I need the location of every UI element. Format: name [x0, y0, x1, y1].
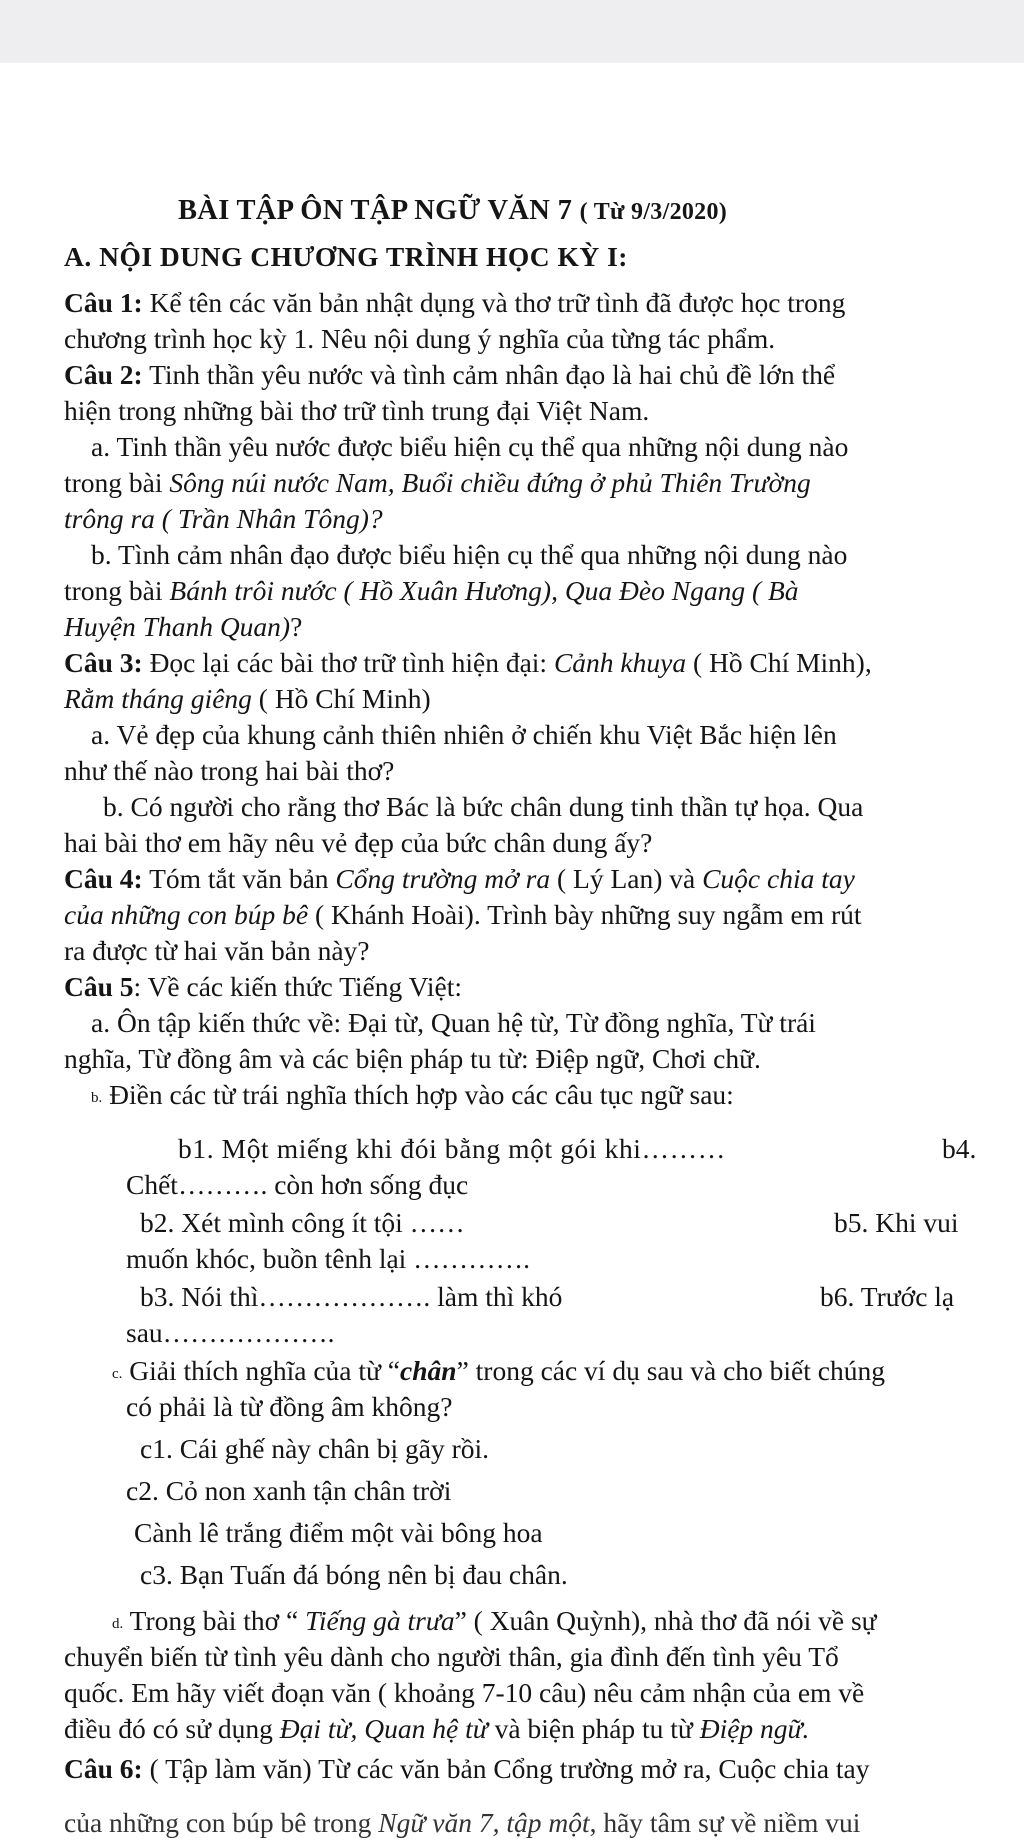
- question-5-line: Câu 5: Về các kiến thức Tiếng Việt:: [64, 971, 462, 1002]
- question-5d-line: điều đó có sử dụng Đại từ, Quan hệ từ và biện pháp tu từ Điệp ngữ.: [64, 1713, 810, 1744]
- question-2-line: hiện trong những bài thơ trữ tình trung đại Việt Nam.: [64, 395, 650, 426]
- question-2-line: Câu 2: Tinh thần yêu nước và tình cảm nhân đạo là hai chủ đề lớn thể: [64, 359, 836, 390]
- question-2a-line: trông ra ( Trần Nhân Tông)?: [64, 503, 383, 534]
- example-c2: c2. Cỏ non xanh tận chân trời: [126, 1475, 452, 1506]
- question-4-line: ra được từ hai văn bản này?: [64, 935, 370, 966]
- proverb-b3: b3. Nói thì………………. làm thì khó: [140, 1281, 563, 1312]
- page-title: BÀI TẬP ÔN TẬP NGỮ VĂN 7 ( Từ 9/3/2020): [178, 195, 728, 226]
- proverb-b5: b5. Khi vui: [834, 1207, 959, 1238]
- question-6-line: của những con búp bê trong Ngữ văn 7, tập một, hãy tâm sự về niềm vui: [64, 1807, 861, 1838]
- question-3b-line: hai bài thơ em hãy nêu vẻ đẹp của bức chân dung ấy?: [64, 827, 653, 858]
- question-5b-line: b. Điền các từ trái nghĩa thích hợp vào các câu tục ngữ sau:: [91, 1079, 734, 1110]
- proverb-b6: b6. Trước lạ: [820, 1281, 955, 1312]
- question-4-line: Câu 4: Tóm tắt văn bản Cổng trường mở ra ( Lý Lan) và Cuộc chia tay: [64, 863, 855, 894]
- question-5c-line: c. Giải thích nghĩa của từ “chân” trong các ví dụ sau và cho biết chúng: [112, 1355, 885, 1386]
- proverb-b6-text: sau……………….: [126, 1317, 335, 1348]
- example-c3: c3. Bạn Tuấn đá bóng nên bị đau chân.: [140, 1559, 568, 1590]
- question-3-line: Câu 3: Đọc lại các bài thơ trữ tình hiện đại: Cảnh khuya ( Hồ Chí Minh),: [64, 647, 872, 678]
- proverb-b4-text: Chết………. còn hơn sống đục: [126, 1169, 469, 1200]
- question-2a-line: trong bài Sông núi nước Nam, Buổi chiều đứng ở phủ Thiên Trường: [64, 467, 811, 498]
- question-1-line: chương trình học kỳ 1. Nêu nội dung ý nghĩa của từng tác phẩm.: [64, 323, 776, 354]
- question-2b-line: Huyện Thanh Quan)?: [64, 611, 303, 642]
- proverb-b1: b1. Một miếng khi đói bằng một gói khi………: [178, 1133, 726, 1164]
- proverb-b5-text: muốn khóc, buồn tênh lại ………….: [126, 1243, 531, 1274]
- question-3b-line: b. Có người cho rằng thơ Bác là bức chân dung tinh thần tự họa. Qua: [103, 791, 864, 822]
- question-3a-line: a. Vẻ đẹp của khung cảnh thiên nhiên ở chiến khu Việt Bắc hiện lên: [91, 719, 837, 750]
- document-page: [0, 63, 1024, 1838]
- question-5a-line: nghĩa, Từ đồng âm và các biện pháp tu từ: Điệp ngữ, Chơi chữ.: [64, 1043, 761, 1074]
- question-6-line: Câu 6: ( Tập làm văn) Từ các văn bản Cổng trường mở ra, Cuộc chia tay: [64, 1753, 870, 1784]
- top-bar: [0, 0, 1024, 63]
- proverb-b2: b2. Xét mình công ít tội ……: [140, 1207, 465, 1238]
- question-5c-line: có phải là từ đồng âm không?: [126, 1391, 453, 1422]
- question-1-line: Câu 1: Kể tên các văn bản nhật dụng và thơ trữ tình đã được học trong: [64, 287, 846, 318]
- example-c1: c1. Cái ghế này chân bị gãy rồi.: [140, 1433, 489, 1464]
- question-5d-line: chuyển biến từ tình yêu dành cho người thân, gia đình đến tình yêu Tổ: [64, 1641, 839, 1672]
- question-3-line: Rằm tháng giêng ( Hồ Chí Minh): [64, 683, 431, 714]
- question-4-line: của những con búp bê ( Khánh Hoài). Trình bày những suy ngẫm em rút: [64, 899, 862, 930]
- question-2b-line: trong bài Bánh trôi nước ( Hồ Xuân Hương), Qua Đèo Ngang ( Bà: [64, 575, 799, 606]
- question-2b-line: b. Tình cảm nhân đạo được biểu hiện cụ thể qua những nội dung nào: [91, 539, 848, 570]
- proverb-b4: b4.: [942, 1133, 977, 1164]
- question-3a-line: như thế nào trong hai bài thơ?: [64, 755, 395, 786]
- question-5d-line: d. Trong bài thơ “ Tiếng gà trưa” ( Xuân Quỳnh), nhà thơ đã nói về sự: [112, 1605, 877, 1636]
- section-a-heading: A. NỘI DUNG CHƯƠNG TRÌNH HỌC KỲ I:: [64, 241, 628, 272]
- question-5d-line: quốc. Em hãy viết đoạn văn ( khoảng 7-10 câu) nêu cảm nhận của em về: [64, 1677, 865, 1708]
- example-c2: Cành lê trắng điểm một vài bông hoa: [134, 1517, 543, 1548]
- question-2a-line: a. Tinh thần yêu nước được biểu hiện cụ thể qua những nội dung nào: [91, 431, 849, 462]
- question-5a-line: a. Ôn tập kiến thức về: Đại từ, Quan hệ từ, Từ đồng nghĩa, Từ trái: [91, 1007, 816, 1038]
